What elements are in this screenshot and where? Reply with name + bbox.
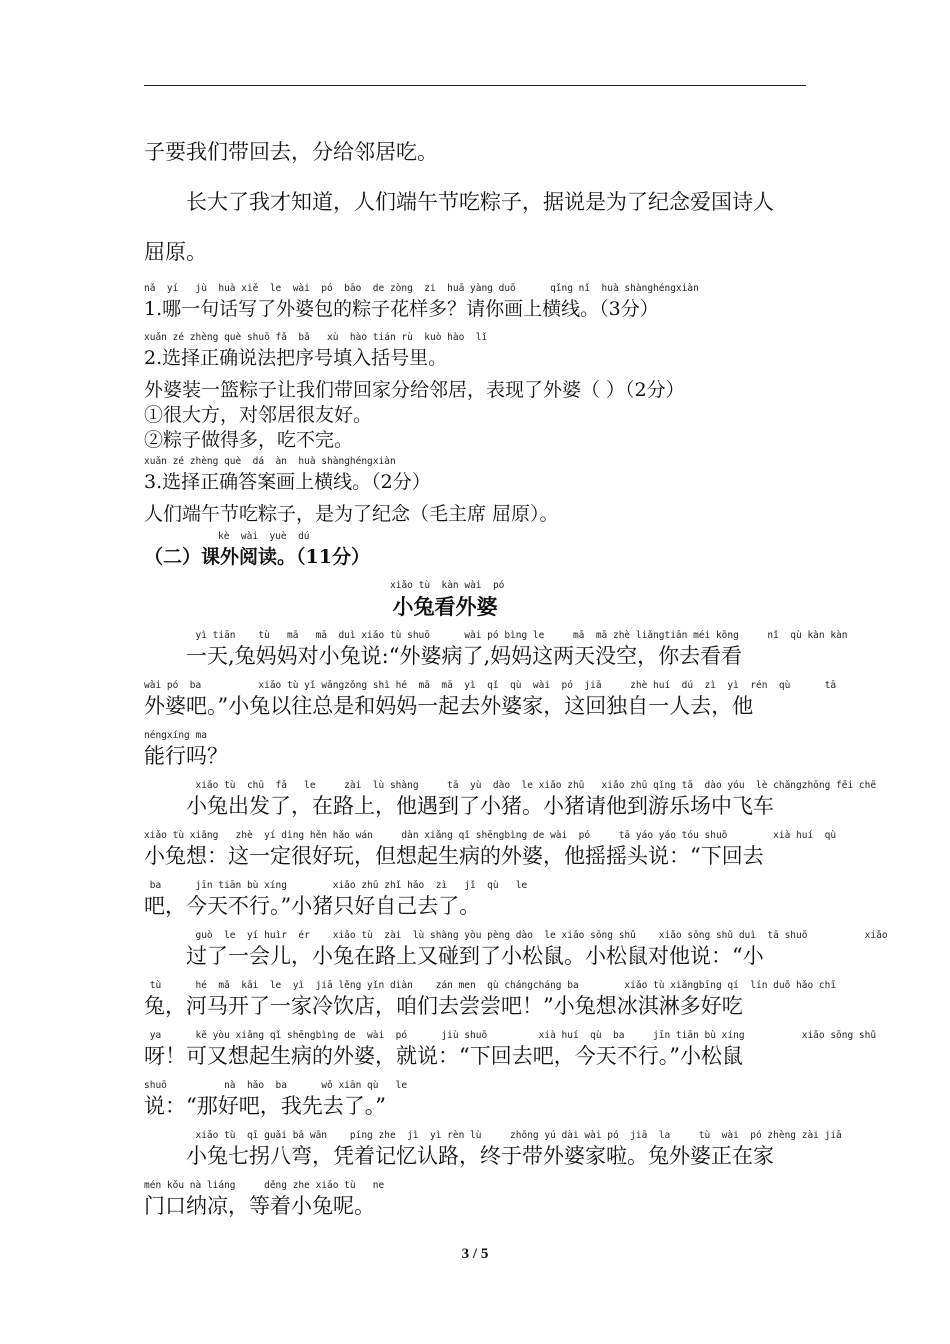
story-pinyin-line: shuō nà hǎo ba wǒ xiān qù le <box>144 1080 408 1091</box>
question-2-stem: 外婆装一篮粽子让我们带回家分给邻居，表现了外婆（ ）（2分） <box>144 379 685 401</box>
story-pinyin-line: ba jīn tiān bù xíng xiǎo zhū zhǐ hǎo zì jǐ qù le <box>144 880 528 891</box>
page-number: 3 / 5 <box>461 1246 489 1262</box>
story-line: 小兔七拐八弯，凭着记忆认路，终于带外婆家啦。兔外婆正在家 <box>186 1144 774 1168</box>
question-1-pinyin: nǎ yí jù huà xiě le wài pó bāo de zòng zi huā yàng duō qǐng nǐ huà shànghéngxiàn <box>144 283 699 294</box>
question-3: 3.选择正确答案画上横线。（2分） <box>144 471 431 493</box>
header-rule <box>144 85 806 86</box>
story-title-pinyin: xiǎo tù kàn wài pó <box>390 580 505 591</box>
story-pinyin-line: wài pó ba xiǎo tù yǐ wǎngzǒng shì hé mā mā yì qǐ qù wài pó jiā zhè huí dú zì yì rén qù tā <box>144 680 837 691</box>
story-line: 外婆吧。”小兔以往总是和妈妈一起去外婆家，这回独自一人去，他 <box>144 694 754 718</box>
story-pinyin-line: xiǎo tù chū fā le zài lù shàng tā yù dào le xiǎo zhū xiǎo zhū qǐng tā dào yóu lè chǎngzhōng fēi chē <box>144 780 877 791</box>
story-pinyin-line: xiǎo tù qī guǎi bā wān píng zhe jì yì rèn lù zhōng yú dài wài pó jiā la tù wài pó zhèng zài jiā <box>144 1130 842 1141</box>
section-heading: （二）课外阅读。（11分） <box>144 546 370 568</box>
story-line: 说：“那好吧，我先去了。” <box>144 1094 386 1118</box>
story-line: 小兔想：这一定很好玩，但想起生病的外婆，他摇摇头说：“下回去 <box>144 844 764 868</box>
question-1: 1.哪一句话写了外婆包的粽子花样多？请你画上横线。（3分） <box>144 298 659 320</box>
story-pinyin-line: yì tiān tù mā mā duì xiǎo tù shuō wài pó bìng le mā mā zhè liǎngtiān méi kōng nǐ qù kàn kàn <box>144 630 848 641</box>
story-line: 兔，河马开了一家冷饮店，咱们去尝尝吧！”小兔想冰淇淋多好吃 <box>144 994 743 1018</box>
passage-line: 屈原。 <box>144 240 207 264</box>
story-line: 吧，今天不行。”小猪只好自己去了。 <box>144 894 481 918</box>
story-pinyin-line: néngxíng ma <box>144 730 207 741</box>
story-pinyin-line: guò le yí huìr ér xiǎo tù zài lù shàng yòu pèng dào le xiǎo sōng shǔ xiǎo sōng shǔ duì tā shuō xiǎo <box>144 930 888 941</box>
story-line: 小兔出发了，在路上，他遇到了小猪。小猪请他到游乐场中飞车 <box>186 794 774 818</box>
story-line: 一天,兔妈妈对小兔说:“外婆病了,妈妈这两天没空，你去看看 <box>186 644 743 668</box>
question-3-pinyin: xuǎn zé zhèng què dá àn huà shànghéngxiàn <box>144 456 396 467</box>
question-3-stem: 人们端午节吃粽子，是为了纪念（毛主席 屈原）。 <box>144 503 559 525</box>
story-title: 小兔看外婆 <box>392 594 498 619</box>
section-heading-pinyin: kè wài yuè dú <box>218 531 310 542</box>
story-pinyin-line: xiǎo tù xiǎng zhè yí dìng hěn hǎo wán dàn xiǎng qǐ shēngbìng de wài pó tā yáo yáo tóu shuō xià huí qù <box>144 830 837 841</box>
passage-line: 子要我们带回去，分给邻居吃。 <box>144 140 438 164</box>
question-2-option-2: ②粽子做得多，吃不完。 <box>144 429 354 451</box>
question-2-pinyin: xuǎn zé zhèng què shuō fǎ bǎ xù hào tián rù kuò hào lǐ <box>144 332 488 343</box>
story-line: 过了一会儿，小兔在路上又碰到了小松鼠。小松鼠对他说：“小 <box>186 944 764 968</box>
story-pinyin-line: ya kě yòu xiǎng qǐ shēngbìng de wài pó jiù shuō xià huí qù ba jīn tiān bù xíng xiǎo sōng shǔ <box>144 1030 877 1041</box>
passage-line: 长大了我才知道，人们端午节吃粽子，据说是为了纪念爱国诗人 <box>186 190 774 214</box>
story-line: 门口纳凉，等着小兔呢。 <box>144 1194 375 1218</box>
story-line: 呀！可又想起生病的外婆，就说：“下回去吧，今天不行。”小松鼠 <box>144 1044 743 1068</box>
question-2-option-1: ①很大方，对邻居很友好。 <box>144 404 373 426</box>
story-pinyin-line: tù hé mǎ kāi le yì jiā lěng yǐn diàn zán men qù chángcháng ba xiǎo tù xiǎngbīng qí lín duō hǎo chī <box>144 980 837 991</box>
story-pinyin-line: mén kǒu nà liáng děng zhe xiǎo tù ne <box>144 1180 385 1191</box>
story-line: 能行吗？ <box>144 744 228 768</box>
question-2: 2.选择正确说法把序号填入括号里。 <box>144 347 448 369</box>
